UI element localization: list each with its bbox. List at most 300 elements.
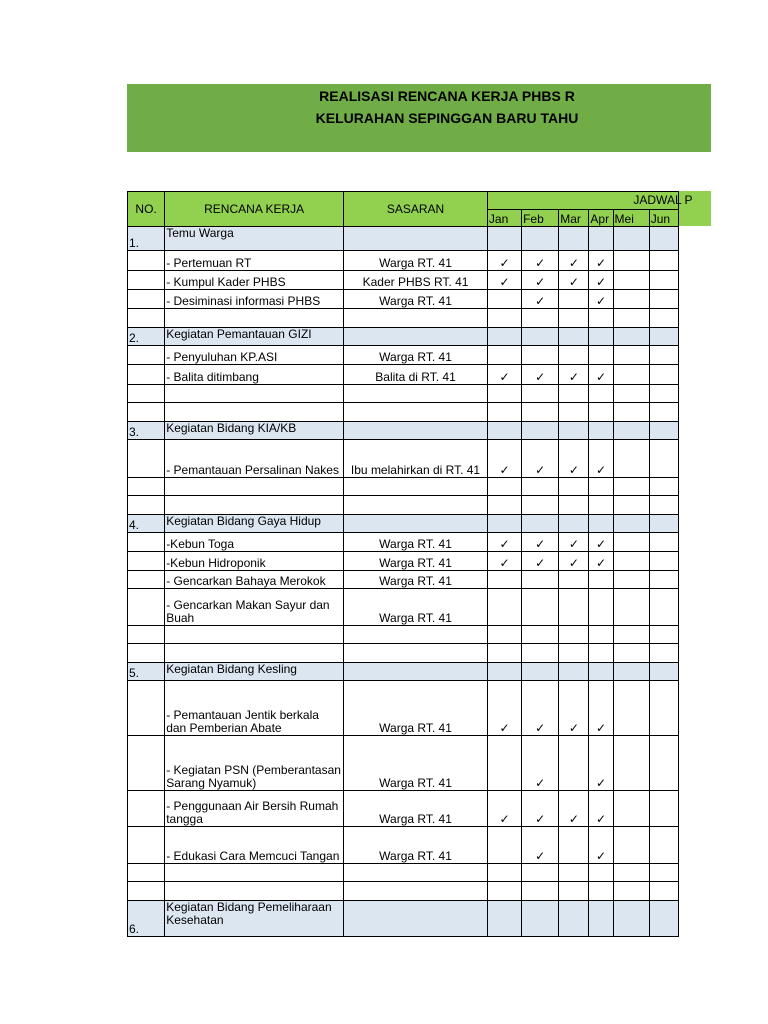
check-icon: ✓ (499, 556, 510, 570)
schedule-cell (649, 827, 678, 864)
header-rencana-kerja: RENCANA KERJA (165, 192, 344, 227)
category-name: Kegiatan Bidang KIA/KB (165, 422, 344, 440)
schedule-cell (559, 552, 589, 571)
row-number (128, 571, 165, 589)
activity-name: - Penyuluhan KP.ASI (165, 346, 344, 365)
schedule-cell (522, 290, 559, 309)
activity-name: -Kebun Hidroponik (165, 552, 344, 571)
schedule-cell (589, 440, 613, 478)
check-icon: ✓ (499, 370, 510, 384)
check-icon: ✓ (535, 721, 546, 735)
check-icon: ✓ (595, 849, 607, 863)
empty-cell (522, 309, 559, 328)
row-number (128, 440, 165, 478)
empty-cell (522, 385, 559, 403)
schedule-cell (589, 663, 613, 681)
schedule-cell (487, 440, 521, 478)
check-icon: ✓ (499, 721, 510, 735)
schedule-cell (589, 552, 613, 571)
empty-cell (487, 644, 521, 663)
schedule-cell (487, 328, 521, 346)
row-number (128, 365, 165, 385)
empty-cell (559, 626, 589, 644)
schedule-cell (613, 290, 649, 309)
schedule-cell (559, 251, 589, 271)
schedule-cell (649, 290, 678, 309)
schedule-cell (559, 422, 589, 440)
schedule-cell (589, 533, 613, 552)
row-number: 5. (128, 663, 165, 681)
category-row (128, 901, 679, 937)
empty-cell (613, 496, 649, 515)
empty-row (128, 882, 679, 901)
schedule-cell (613, 663, 649, 681)
check-icon: ✓ (535, 812, 546, 826)
schedule-cell (487, 251, 521, 271)
schedule-cell (559, 791, 589, 827)
empty-cell (165, 626, 344, 644)
schedule-cell (559, 827, 589, 864)
category-name: Temu Warga (165, 227, 344, 251)
empty-cell (559, 644, 589, 663)
empty-cell (559, 882, 589, 901)
table-row (128, 271, 679, 290)
empty-cell (589, 864, 613, 882)
empty-cell (649, 644, 678, 663)
header-month-feb: Feb (522, 210, 559, 227)
schedule-cell (649, 328, 678, 346)
empty-cell (487, 403, 521, 422)
schedule-cell (613, 589, 649, 626)
empty-cell (522, 882, 559, 901)
row-number: 3. (128, 422, 165, 440)
row-number: 6. (128, 901, 165, 937)
empty-cell (613, 864, 649, 882)
empty-cell (522, 644, 559, 663)
empty-cell (487, 309, 521, 328)
empty-row (128, 309, 679, 328)
empty-cell (344, 403, 488, 422)
schedule-cell (649, 440, 678, 478)
activity-target: Ibu melahirkan di RT. 41 (344, 440, 488, 478)
schedule-cell (559, 589, 589, 626)
empty-cell (344, 478, 488, 496)
row-number: 1. (128, 227, 165, 251)
activity-target: Warga RT. 41 (344, 290, 488, 309)
empty-cell (559, 478, 589, 496)
check-icon: ✓ (499, 256, 510, 270)
schedule-cell (487, 589, 521, 626)
empty-cell (649, 309, 678, 328)
empty-cell (589, 626, 613, 644)
empty-cell (344, 626, 488, 644)
activity-name: - Gencarkan Makan Sayur dan Buah (165, 589, 344, 626)
schedule-cell (487, 663, 521, 681)
schedule-cell (559, 663, 589, 681)
empty-cell (589, 478, 613, 496)
check-icon: ✓ (535, 256, 546, 270)
empty-cell (344, 864, 488, 882)
check-icon: ✓ (535, 849, 546, 863)
table-row (128, 827, 679, 864)
check-icon: ✓ (595, 721, 607, 735)
schedule-cell (487, 791, 521, 827)
empty-cell (487, 385, 521, 403)
category-row (128, 227, 679, 251)
empty-row (128, 403, 679, 422)
schedule-cell (559, 901, 589, 937)
schedule-cell (522, 365, 559, 385)
row-number (128, 681, 165, 736)
activity-name: - Gencarkan Bahaya Merokok (165, 571, 344, 589)
table-row (128, 791, 679, 827)
row-number (128, 251, 165, 271)
table-row (128, 365, 679, 385)
schedule-cell (613, 271, 649, 290)
schedule-cell (613, 227, 649, 251)
activity-target: Warga RT. 41 (344, 346, 488, 365)
activity-target: Warga RT. 41 (344, 589, 488, 626)
row-number (128, 290, 165, 309)
empty-cell (165, 882, 344, 901)
empty-cell (522, 478, 559, 496)
schedule-cell (522, 227, 559, 251)
schedule-cell (522, 533, 559, 552)
schedule-cell (559, 440, 589, 478)
empty-cell (589, 309, 613, 328)
schedule-cell (559, 227, 589, 251)
check-icon: ✓ (595, 370, 607, 384)
table-row (128, 346, 679, 365)
schedule-cell (649, 227, 678, 251)
schedule-cell (522, 791, 559, 827)
activity-name: - Balita ditimbang (165, 365, 344, 385)
empty-cell (649, 496, 678, 515)
schedule-cell (559, 736, 589, 791)
schedule-cell (487, 515, 521, 533)
empty-cell (559, 864, 589, 882)
schedule-cell (613, 328, 649, 346)
activity-name: - Edukasi Cara Memcuci Tangan (165, 827, 344, 864)
schedule-cell (522, 440, 559, 478)
row-number (128, 552, 165, 571)
empty-cell (649, 385, 678, 403)
empty-row (128, 385, 679, 403)
header-jadwal-label: JADWAL P (633, 193, 693, 207)
empty-cell (613, 644, 649, 663)
work-plan-table (127, 191, 693, 937)
category-name: Kegiatan Bidang Pemeliharaan Kesehatan (165, 901, 344, 937)
empty-cell (487, 626, 521, 644)
table-row (128, 251, 679, 271)
schedule-cell (589, 791, 613, 827)
empty-cell (649, 864, 678, 882)
check-icon: ✓ (568, 812, 579, 826)
check-icon: ✓ (568, 556, 579, 570)
schedule-cell (613, 251, 649, 271)
row-number: 4. (128, 515, 165, 533)
check-icon: ✓ (568, 463, 579, 477)
schedule-cell (589, 681, 613, 736)
schedule-cell (559, 365, 589, 385)
empty-cell (559, 496, 589, 515)
check-icon: ✓ (595, 537, 607, 551)
row-number (128, 827, 165, 864)
schedule-cell (589, 365, 613, 385)
schedule-cell (487, 290, 521, 309)
title-banner (127, 84, 711, 152)
header-sasaran: SASARAN (344, 192, 488, 227)
schedule-cell (522, 589, 559, 626)
schedule-cell (589, 346, 613, 365)
schedule-cell (649, 681, 678, 736)
schedule-cell (487, 552, 521, 571)
category-row (128, 328, 679, 346)
schedule-cell (589, 736, 613, 791)
empty-cell (165, 496, 344, 515)
check-icon: ✓ (535, 537, 546, 551)
check-icon: ✓ (595, 776, 607, 790)
title-line-1: REALISASI RENCANA KERJA PHBS R (319, 88, 575, 104)
check-icon: ✓ (595, 556, 607, 570)
row-number (128, 346, 165, 365)
check-icon: ✓ (499, 275, 510, 289)
schedule-cell (613, 791, 649, 827)
activity-name: - Kegiatan PSN (Pemberantasan Sarang Nyamuk) (165, 736, 344, 791)
empty-cell (589, 385, 613, 403)
table-row (128, 681, 679, 736)
activity-target: Warga RT. 41 (344, 571, 488, 589)
schedule-cell (487, 422, 521, 440)
header-month-mei: Mei (613, 210, 649, 227)
empty-cell (487, 864, 521, 882)
schedule-cell (613, 533, 649, 552)
schedule-cell (522, 422, 559, 440)
check-icon: ✓ (568, 721, 579, 735)
sasaran-cell (344, 328, 488, 346)
schedule-cell (589, 227, 613, 251)
empty-cell (487, 496, 521, 515)
title-line-2: KELURAHAN SEPINGGAN BARU TAHU (315, 110, 579, 126)
empty-cell (344, 882, 488, 901)
row-number (128, 533, 165, 552)
schedule-cell (522, 328, 559, 346)
schedule-cell (589, 422, 613, 440)
empty-cell (559, 403, 589, 422)
schedule-cell (522, 681, 559, 736)
schedule-cell (487, 365, 521, 385)
activity-name: - Penggunaan Air Bersih Rumah tangga (165, 791, 344, 827)
empty-cell (487, 882, 521, 901)
check-icon: ✓ (535, 275, 546, 289)
check-icon: ✓ (568, 370, 579, 384)
activity-target: Warga RT. 41 (344, 533, 488, 552)
row-number (128, 736, 165, 791)
check-icon: ✓ (595, 812, 607, 826)
schedule-cell (589, 589, 613, 626)
empty-cell (165, 478, 344, 496)
empty-row (128, 864, 679, 882)
schedule-cell (559, 290, 589, 309)
schedule-cell (649, 552, 678, 571)
empty-cell (522, 864, 559, 882)
schedule-cell (649, 589, 678, 626)
schedule-cell (613, 681, 649, 736)
schedule-cell (649, 571, 678, 589)
check-icon: ✓ (595, 275, 607, 289)
schedule-cell (487, 227, 521, 251)
schedule-cell (589, 571, 613, 589)
empty-cell (649, 882, 678, 901)
schedule-cell (613, 827, 649, 864)
schedule-cell (559, 328, 589, 346)
check-icon: ✓ (595, 256, 607, 270)
schedule-cell (487, 901, 521, 937)
activity-target: Warga RT. 41 (344, 736, 488, 791)
empty-cell (613, 309, 649, 328)
empty-cell (613, 882, 649, 901)
activity-target: Balita di RT. 41 (344, 365, 488, 385)
schedule-cell (649, 736, 678, 791)
check-icon: ✓ (499, 463, 510, 477)
empty-cell (559, 309, 589, 328)
empty-cell (613, 626, 649, 644)
empty-cell (128, 882, 165, 901)
schedule-cell (522, 827, 559, 864)
check-icon: ✓ (535, 370, 546, 384)
activity-target: Kader PHBS RT. 41 (344, 271, 488, 290)
table-row (128, 440, 679, 478)
category-row (128, 663, 679, 681)
schedule-cell (649, 346, 678, 365)
empty-cell (613, 385, 649, 403)
empty-cell (128, 478, 165, 496)
empty-cell (344, 644, 488, 663)
category-row (128, 515, 679, 533)
check-icon: ✓ (568, 537, 579, 551)
schedule-cell (487, 681, 521, 736)
empty-row (128, 496, 679, 515)
row-number (128, 271, 165, 290)
activity-name: - Desiminasi informasi PHBS (165, 290, 344, 309)
empty-cell (589, 644, 613, 663)
empty-cell (649, 403, 678, 422)
schedule-cell (613, 552, 649, 571)
schedule-cell (522, 251, 559, 271)
schedule-cell (589, 328, 613, 346)
activity-target: Warga RT. 41 (344, 791, 488, 827)
empty-cell (589, 496, 613, 515)
empty-cell (559, 385, 589, 403)
category-name: Kegiatan Bidang Gaya Hidup (165, 515, 344, 533)
empty-cell (128, 385, 165, 403)
empty-cell (128, 309, 165, 328)
header-no: NO. (128, 192, 165, 227)
header-month-mar: Mar (559, 210, 589, 227)
schedule-cell (649, 515, 678, 533)
empty-cell (487, 478, 521, 496)
schedule-cell (559, 271, 589, 290)
schedule-cell (487, 346, 521, 365)
schedule-cell (589, 827, 613, 864)
empty-cell (128, 644, 165, 663)
schedule-cell (559, 346, 589, 365)
activity-name: - Pemantauan Persalinan Nakes (165, 440, 344, 478)
activity-name: -Kebun Toga (165, 533, 344, 552)
schedule-cell (559, 533, 589, 552)
category-row (128, 422, 679, 440)
empty-cell (589, 882, 613, 901)
activity-target: Warga RT. 41 (344, 251, 488, 271)
check-icon: ✓ (595, 294, 607, 308)
schedule-cell (522, 736, 559, 791)
empty-cell (165, 644, 344, 663)
schedule-cell (559, 515, 589, 533)
schedule-cell (589, 901, 613, 937)
category-name: Kegiatan Bidang Kesling (165, 663, 344, 681)
activity-target: Warga RT. 41 (344, 827, 488, 864)
header-month-jan: Jan (487, 210, 521, 227)
schedule-cell (487, 533, 521, 552)
empty-cell (589, 403, 613, 422)
activity-target: Warga RT. 41 (344, 552, 488, 571)
schedule-cell (649, 901, 678, 937)
schedule-cell (522, 663, 559, 681)
header-month-apr: Apr (589, 210, 613, 227)
activity-name: - Pertemuan RT (165, 251, 344, 271)
empty-cell (344, 385, 488, 403)
activity-target: Warga RT. 41 (344, 681, 488, 736)
schedule-cell (522, 552, 559, 571)
schedule-cell (613, 515, 649, 533)
schedule-cell (559, 571, 589, 589)
empty-cell (613, 478, 649, 496)
empty-cell (128, 626, 165, 644)
schedule-cell (559, 681, 589, 736)
schedule-cell (589, 271, 613, 290)
check-icon: ✓ (568, 275, 579, 289)
schedule-cell (649, 271, 678, 290)
check-icon: ✓ (568, 256, 579, 270)
empty-cell (649, 478, 678, 496)
empty-cell (522, 626, 559, 644)
schedule-cell (649, 365, 678, 385)
activity-name: - Kumpul Kader PHBS (165, 271, 344, 290)
schedule-cell (613, 365, 649, 385)
schedule-cell (649, 791, 678, 827)
empty-cell (613, 403, 649, 422)
schedule-cell (522, 901, 559, 937)
check-icon: ✓ (535, 294, 546, 308)
sasaran-cell (344, 422, 488, 440)
empty-cell (649, 626, 678, 644)
schedule-cell (649, 251, 678, 271)
header-month-jun: Jun (649, 210, 678, 227)
sasaran-cell (344, 663, 488, 681)
empty-cell (165, 403, 344, 422)
check-icon: ✓ (535, 776, 546, 790)
schedule-cell (522, 271, 559, 290)
check-icon: ✓ (499, 812, 510, 826)
check-icon: ✓ (535, 556, 546, 570)
empty-row (128, 644, 679, 663)
header-jadwal (487, 192, 693, 210)
empty-cell (344, 496, 488, 515)
schedule-cell (613, 571, 649, 589)
schedule-cell (589, 290, 613, 309)
empty-cell (522, 403, 559, 422)
schedule-cell (522, 346, 559, 365)
